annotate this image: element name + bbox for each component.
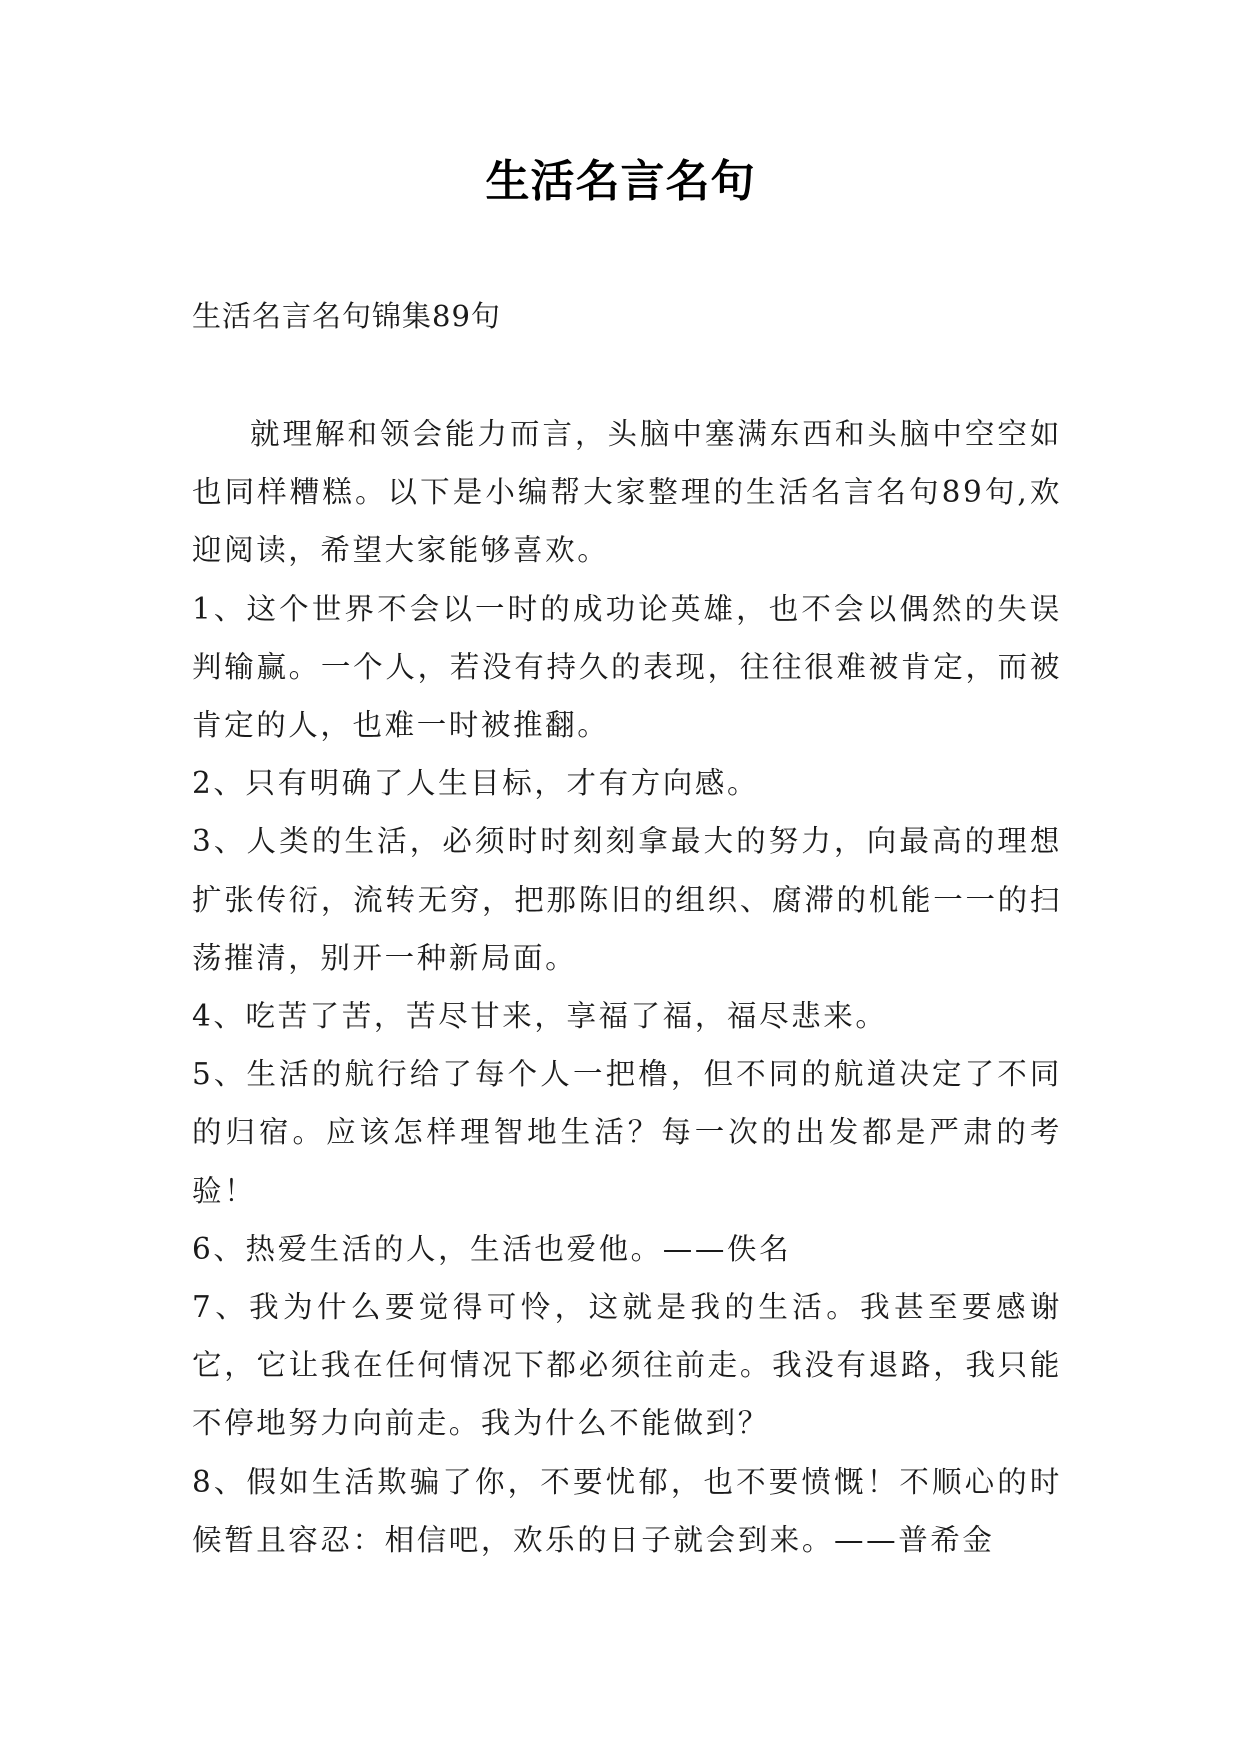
intro-paragraph: 就理解和领会能力而言，头脑中塞满东西和头脑中空空如也同样糟糕。以下是小编帮大家整理的生活名言名句89句,欢迎阅读，希望大家能够喜欢。 — [192, 417, 1062, 568]
quote-item: 2、只有明确了人生目标，才有方向感。 — [192, 766, 760, 801]
quote-item: 1、这个世界不会以一时的成功论英雄，也不会以偶然的失误判输赢。一个人，若没有持久的表现，往往很难被肯定，而被肯定的人，也难一时被推翻。 — [192, 591, 1062, 743]
document-body — [192, 405, 1062, 1569]
document-subtitle: 生活名言名句锦集89句 — [192, 299, 501, 333]
page-title: 生活名言名句 — [485, 156, 756, 207]
quote-item: 5、生活的航行给了每个人一把橹，但不同的航道决定了不同的归宿。应该怎样理智地生活？每一次的出发都是严肃的考验！ — [192, 1057, 1062, 1208]
quote-item: 7、我为什么要觉得可怜，这就是我的生活。我甚至要感谢它，它让我在任何情况下都必须往前走。我没有退路，我只能不停地努力向前走。我为什么不能做到？ — [192, 1290, 1062, 1441]
quote-item: 4、吃苦了苦，苦尽甘来，享福了福，福尽悲来。 — [192, 999, 888, 1034]
quote-item: 6、热爱生活的人，生活也爱他。——佚名 — [192, 1231, 792, 1266]
quote-item: 8、假如生活欺骗了你，不要忧郁，也不要愤慨！不顺心的时候暂且容忍：相信吧，欢乐的日子就会到来。——普希金 — [192, 1464, 1062, 1557]
quote-item: 3、人类的生活，必须时时刻刻拿最大的努力，向最高的理想扩张传衍，流转无穷，把那陈旧的组织、腐滞的机能一一的扫荡摧清，别开一种新局面。 — [192, 824, 1062, 975]
